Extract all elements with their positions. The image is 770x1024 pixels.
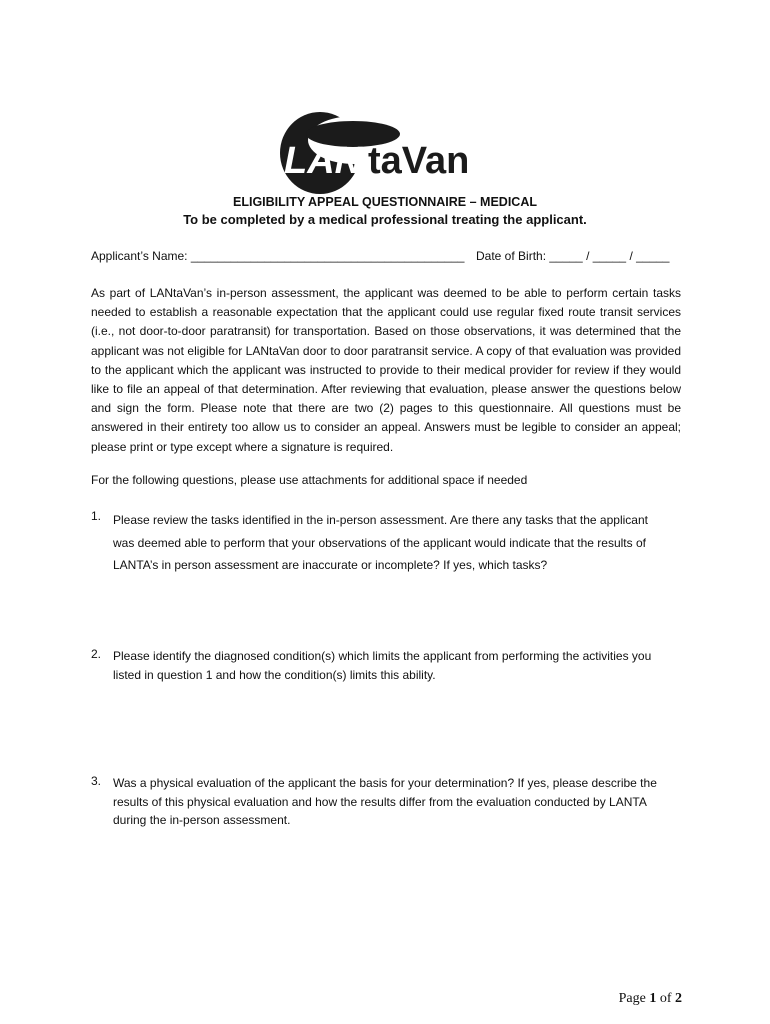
- date-of-birth-field[interactable]: Date of Birth: _____ / _____ / _____: [476, 249, 670, 263]
- question-text: Please review the tasks identified in the in-person assessment. Are there any tasks that the applicant was deemed able to perform that your observations of the applicant would indicate that the results of LANTA’s in person assessment are inaccurate or incomplete? If yes, which tasks?: [113, 513, 648, 572]
- intro-paragraph: As part of LANtaVan’s in-person assessment, the applicant was deemed to be able to perform certain tasks needed to establish a reasonable expectation that the applicant could use regular fixed route transit services (i.e., not door-to-door paratransit) for transportation. Based on those observations, it was determined that the applicant was not eligible for LANtaVan door to door paratransit service. A copy of that evaluation was provided to the applicant which the applicant was instructed to provide to their medical provider for review if they would like to file an appeal of that determination. After reviewing that evaluation, please answer the questions below and sign the form. Please note that there are two (2) pages to this questionnaire. All questions must be answered in their entirety too allow us to consider an appeal. Answers must be legible to consider an appeal; please print or type except where a signature is required.: [91, 286, 681, 454]
- form-title: ELIGIBILITY APPEAL QUESTIONNAIRE – MEDICAL: [233, 195, 537, 209]
- question-number: 3.: [91, 774, 102, 788]
- question-number: 2.: [91, 647, 102, 661]
- applicant-info-row: [91, 249, 681, 263]
- logo-text-tavan: taVan: [368, 140, 470, 182]
- question-number: 1.: [91, 509, 102, 523]
- page-word: Page: [618, 991, 646, 1006]
- total-pages: 2: [675, 991, 682, 1006]
- question-text: Was a physical evaluation of the applicant the basis for your determination? If yes, please describe the results of this physical evaluation and how the results differ from the evaluation conducted by LANTA during the in-person assessment.: [113, 776, 657, 827]
- form-subtitle: To be completed by a medical professional treating the applicant.: [183, 212, 587, 227]
- question-text: Please identify the diagnosed condition(s) which limits the applicant from performing the activities you listed in question 1 and how the condition(s) limits this ability.: [113, 649, 652, 682]
- of-word: of: [659, 991, 672, 1006]
- attachment-note: For the following questions, please use attachments for additional space if needed: [91, 473, 528, 487]
- page-number: [619, 991, 682, 1007]
- logo-text-lan: LAN: [284, 140, 363, 182]
- lantavan-logo: [276, 110, 496, 196]
- current-page: 1: [649, 991, 657, 1006]
- applicant-name-field[interactable]: Applicant’s Name: _________________________________________: [91, 249, 465, 263]
